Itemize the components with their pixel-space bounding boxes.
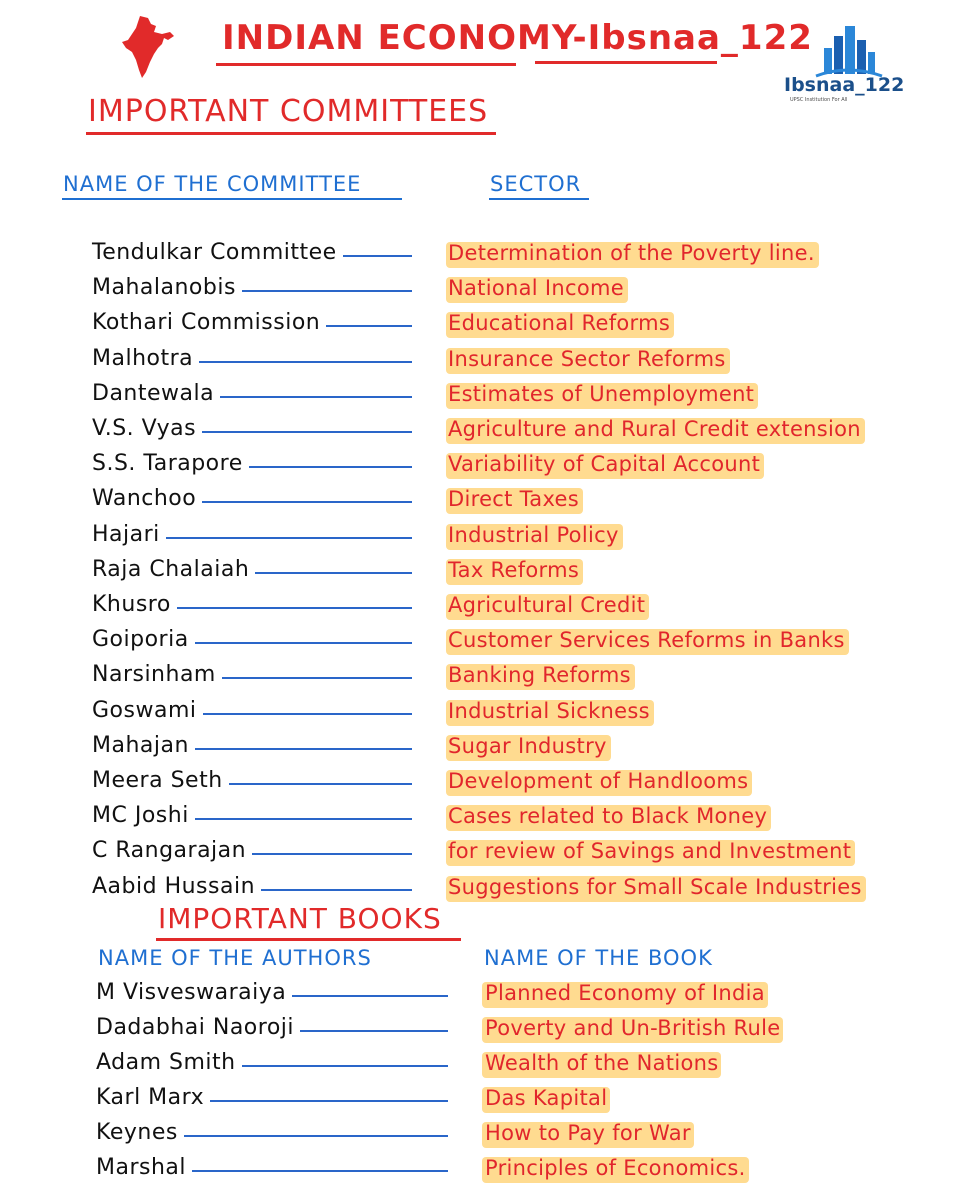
connector-line: [203, 713, 413, 715]
column-header-book: NAME OF THE BOOK: [484, 946, 713, 970]
row-value: Industrial Policy: [448, 522, 619, 547]
row-value: Variability of Capital Account: [448, 452, 761, 477]
section-title-books: IMPORTANT BOOKS: [158, 902, 442, 935]
section-title-committees: IMPORTANT COMMITTEES: [88, 94, 489, 129]
row-name: Hajari: [92, 521, 160, 547]
connector-line: [192, 1170, 448, 1172]
table-row: [0, 696, 969, 730]
connector-line: [242, 290, 412, 292]
connector-line: [249, 466, 412, 468]
table-row: [0, 308, 969, 342]
table-row: [0, 1048, 969, 1082]
table-row: [0, 731, 969, 765]
column-header-underline: [62, 198, 402, 200]
row-value: Determination of the Poverty line.: [448, 241, 815, 265]
row-value: Development of Handlooms: [448, 769, 749, 793]
row-name: Adam Smith: [96, 1050, 236, 1075]
column-header-committee: NAME OF THE COMMITTEE: [63, 172, 362, 196]
row-name: Mahalanobis: [92, 275, 236, 301]
logo-tagline: UPSC Institution For All: [790, 97, 848, 103]
column-header-authors: NAME OF THE AUTHORS: [98, 946, 372, 970]
connector-line: [242, 1065, 448, 1067]
row-value: Sugar Industry: [448, 733, 607, 758]
row-name: S.S. Tarapore: [92, 451, 243, 477]
connector-line: [210, 1100, 448, 1102]
section-underline: [156, 938, 461, 941]
connector-line: [202, 501, 412, 503]
table-row: [0, 872, 969, 906]
row-value: for review of Savings and Investment: [448, 839, 852, 864]
table-row: [0, 660, 969, 694]
table-row: [0, 1083, 969, 1117]
connector-line: [255, 572, 412, 574]
row-name: C Rangarajan: [92, 838, 247, 864]
connector-line: [166, 537, 412, 539]
table-row: [0, 555, 969, 589]
title-underline: [216, 63, 516, 66]
row-name: MC Joshi: [92, 803, 189, 829]
connector-line: [184, 1135, 448, 1137]
connector-line: [199, 361, 412, 363]
table-row: [0, 520, 969, 554]
row-value: Planned Economy of India: [485, 981, 765, 1005]
table-row: [0, 978, 969, 1012]
row-name: Malhotra: [92, 345, 194, 371]
connector-line: [177, 607, 412, 609]
row-name: Narsinham: [92, 662, 216, 688]
row-value: Tax Reforms: [448, 557, 580, 582]
table-row: [0, 344, 969, 378]
connector-line: [229, 783, 412, 785]
row-name: Aabid Hussain: [92, 873, 256, 899]
connector-line: [343, 255, 412, 257]
row-name: M Visveswaraiya: [96, 980, 287, 1005]
row-name: Wanchoo: [92, 486, 197, 512]
row-name: Dantewala: [92, 380, 215, 406]
table-row: [0, 273, 969, 307]
table-row: [0, 1118, 969, 1152]
row-name: Kothari Commission: [92, 310, 321, 336]
connector-line: [252, 853, 412, 855]
page-title: INDIAN ECONOMY-Ibsnaa_122: [222, 18, 813, 58]
row-value: Principles of Economics.: [485, 1156, 746, 1180]
row-name: Khusro: [92, 592, 171, 617]
row-value: Cases related to Black Money: [448, 804, 768, 829]
row-name: Keynes: [96, 1120, 178, 1145]
row-value: Customer Services Reforms in Banks: [448, 628, 845, 653]
table-row: [0, 801, 969, 835]
connector-line: [195, 642, 412, 644]
table-row: [0, 238, 969, 272]
row-value: Agricultural Credit: [448, 593, 646, 617]
connector-line: [222, 677, 412, 679]
table-row: [0, 449, 969, 483]
row-name: Meera Seth: [92, 768, 223, 793]
row-name: Tendulkar Committee: [92, 240, 337, 265]
row-value: Estimates of Unemployment: [448, 381, 755, 406]
column-header-underline: [489, 198, 589, 200]
row-name: V.S. Vyas: [92, 416, 197, 441]
logo-text: Ibsnaa_122: [784, 74, 905, 96]
connector-line: [326, 325, 412, 327]
row-name: Mahajan: [92, 732, 189, 758]
table-row: [0, 625, 969, 659]
row-name: Marshal: [96, 1155, 187, 1180]
table-row: [0, 836, 969, 870]
column-header-sector: SECTOR: [490, 172, 582, 196]
row-name: Goswami: [92, 697, 197, 723]
connector-line: [292, 995, 448, 997]
row-value: Poverty and Un-British Rule: [485, 1016, 781, 1040]
row-name: Raja Chalaiah: [92, 556, 250, 582]
table-row: [0, 766, 969, 800]
row-value: Direct Taxes: [448, 487, 580, 512]
row-value: Educational Reforms: [448, 311, 671, 336]
row-value: Suggestions for Small Scale Industries: [448, 874, 862, 899]
connector-line: [195, 748, 412, 750]
table-row: [0, 379, 969, 413]
connector-line: [202, 431, 412, 433]
row-value: National Income: [448, 276, 624, 301]
row-value: Agriculture and Rural Credit extension: [448, 417, 861, 441]
title-underline: [535, 61, 717, 64]
table-row: [0, 484, 969, 518]
section-underline: [86, 132, 496, 135]
table-row: [0, 1153, 969, 1187]
row-name: Karl Marx: [96, 1085, 205, 1110]
row-value: Insurance Sector Reforms: [448, 346, 726, 371]
row-value: How to Pay for War: [485, 1121, 691, 1145]
row-value: Wealth of the Nations: [485, 1051, 719, 1075]
connector-line: [261, 889, 412, 891]
table-row: [0, 414, 969, 448]
row-value: Das Kapital: [485, 1086, 608, 1110]
row-name: Dadabhai Naoroji: [96, 1015, 295, 1040]
table-row: [0, 590, 969, 624]
row-value: Banking Reforms: [448, 663, 631, 688]
connector-line: [195, 818, 412, 820]
row-value: Industrial Sickness: [448, 698, 650, 723]
table-row: [0, 1013, 969, 1047]
row-name: Goiporia: [92, 627, 189, 653]
india-map-icon: [118, 14, 176, 80]
connector-line: [300, 1030, 448, 1032]
connector-line: [220, 396, 412, 398]
